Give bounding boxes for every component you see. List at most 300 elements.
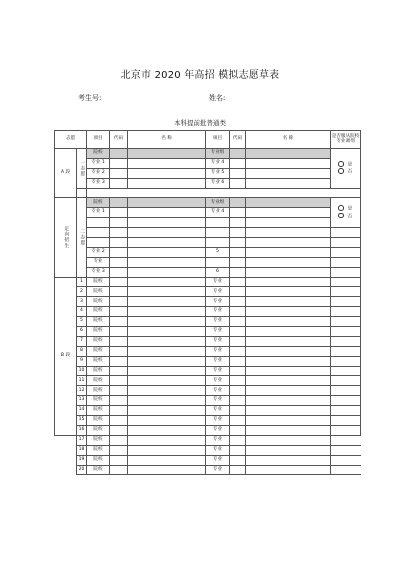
- major-cell: 专业 6: [206, 178, 230, 188]
- name-cell[interactable]: [246, 228, 331, 238]
- code-cell[interactable]: [230, 346, 246, 356]
- code-cell[interactable]: [230, 228, 246, 238]
- adjust-no-option[interactable]: [331, 213, 360, 220]
- name-label: 姓名:: [209, 94, 226, 102]
- code-cell[interactable]: [110, 218, 128, 228]
- header-code-2: 代码: [230, 131, 246, 149]
- name-cell[interactable]: [128, 208, 206, 218]
- code-cell[interactable]: [230, 178, 246, 188]
- major-cell: 专业: [206, 465, 230, 475]
- table-row: [55, 297, 361, 307]
- code-cell[interactable]: [230, 376, 246, 386]
- school-cell: 院校: [87, 406, 110, 416]
- name-cell[interactable]: [128, 366, 206, 376]
- code-cell[interactable]: [230, 465, 246, 475]
- school-cell: 院校: [87, 425, 110, 435]
- table-row: [55, 465, 361, 475]
- code-cell[interactable]: [110, 336, 128, 346]
- name-cell[interactable]: [246, 396, 331, 406]
- name-cell[interactable]: [246, 158, 331, 168]
- header-code: 代码: [110, 131, 128, 149]
- code-cell[interactable]: [110, 366, 128, 376]
- major-cell: 专业: [206, 406, 230, 416]
- row-number: 16: [77, 425, 87, 435]
- major-cell: 专业: [206, 356, 230, 366]
- major-cell: 专业 4: [206, 158, 230, 168]
- table-row: [55, 356, 361, 366]
- school-cell: 院校: [87, 416, 110, 426]
- name-cell[interactable]: [246, 168, 331, 178]
- code-cell[interactable]: [230, 238, 246, 248]
- adjust-cell[interactable]: [331, 366, 361, 376]
- table-row: [55, 455, 361, 465]
- name-cell[interactable]: [128, 307, 206, 317]
- radio-icon: [338, 213, 344, 219]
- table-row: [55, 366, 361, 376]
- section-direct-label: 定向招生: [55, 198, 77, 277]
- empty-cell: [87, 218, 110, 228]
- table-row: [55, 238, 361, 248]
- school-cell: 院校: [87, 317, 110, 327]
- name-cell[interactable]: [246, 356, 331, 366]
- volunteer-form-table: [54, 130, 361, 475]
- adjust-cell[interactable]: [331, 346, 361, 356]
- adjust-cell[interactable]: [331, 317, 361, 327]
- name-cell[interactable]: [246, 317, 331, 327]
- code-cell[interactable]: [110, 158, 128, 168]
- table-row: [55, 307, 361, 317]
- code-cell[interactable]: [230, 267, 246, 277]
- name-cell[interactable]: [246, 386, 331, 396]
- name-cell[interactable]: [128, 228, 206, 238]
- empty-cell: [55, 455, 77, 465]
- adjust-cell[interactable]: [331, 356, 361, 366]
- adjust-cell[interactable]: [331, 396, 361, 406]
- adjust-cell[interactable]: [331, 406, 361, 416]
- code-cell[interactable]: [110, 386, 128, 396]
- name-cell[interactable]: [246, 238, 331, 248]
- code-cell[interactable]: [110, 277, 128, 287]
- code-cell[interactable]: [110, 435, 128, 445]
- row-number: 15: [77, 416, 87, 426]
- adjust-cell[interactable]: [331, 445, 361, 455]
- code-cell[interactable]: [230, 317, 246, 327]
- code-cell[interactable]: [230, 356, 246, 366]
- code-cell[interactable]: [110, 238, 128, 248]
- row-number: 11: [77, 376, 87, 386]
- major-cell: 专业: [206, 455, 230, 465]
- name-cell[interactable]: [128, 238, 206, 248]
- row-number: 20: [77, 465, 87, 475]
- code-cell[interactable]: [230, 307, 246, 317]
- adjust-no-label: 否: [347, 169, 353, 175]
- empty-cell: [206, 238, 230, 248]
- adjust-cell[interactable]: [331, 277, 361, 287]
- major-cell: 专业: [206, 307, 230, 317]
- row-number: 7: [77, 336, 87, 346]
- code-cell[interactable]: [110, 425, 128, 435]
- table-row: [55, 149, 361, 159]
- major-cell: 专业: [206, 425, 230, 435]
- major-cell: 专业: [206, 366, 230, 376]
- name-cell[interactable]: [128, 336, 206, 346]
- code-cell[interactable]: [110, 168, 128, 178]
- name-cell[interactable]: [246, 178, 331, 188]
- empty-cell: [87, 228, 110, 238]
- school-cell: 院校: [87, 198, 110, 208]
- name-cell[interactable]: [246, 376, 331, 386]
- code-cell[interactable]: [230, 277, 246, 287]
- code-cell[interactable]: [110, 267, 128, 277]
- empty-cell: [331, 228, 361, 238]
- name-cell[interactable]: [246, 455, 331, 465]
- school-cell: 院校: [87, 149, 110, 159]
- table-row: [55, 406, 361, 416]
- empty-cell: [331, 238, 361, 248]
- code-cell[interactable]: [110, 257, 128, 267]
- code-cell[interactable]: [230, 247, 246, 257]
- name-cell[interactable]: [246, 346, 331, 356]
- major-cell: 专业: [206, 277, 230, 287]
- name-cell[interactable]: [246, 465, 331, 475]
- code-cell[interactable]: [230, 445, 246, 455]
- name-cell[interactable]: [128, 218, 206, 228]
- table-row: [55, 416, 361, 426]
- school-cell: 院校: [87, 366, 110, 376]
- major-cell: 专业: [206, 376, 230, 386]
- name-cell[interactable]: [246, 307, 331, 317]
- school-cell: 院校: [87, 445, 110, 455]
- adjust-cell[interactable]: [331, 297, 361, 307]
- table-row: [55, 218, 361, 228]
- code-cell[interactable]: [230, 287, 246, 297]
- row-number: 17: [77, 435, 87, 445]
- code-cell[interactable]: [110, 178, 128, 188]
- major-cell: 专业: [206, 346, 230, 356]
- major-cell: 专业: [206, 386, 230, 396]
- major-cell: 专业: [206, 416, 230, 426]
- table-row: [55, 208, 361, 218]
- code-cell[interactable]: [230, 435, 246, 445]
- code-cell[interactable]: [110, 307, 128, 317]
- name-cell[interactable]: [128, 396, 206, 406]
- section-a-second-label: 二志愿: [77, 198, 87, 277]
- major-cell: 专业 1: [87, 208, 110, 218]
- school-cell: 院校: [87, 455, 110, 465]
- empty-cell: [55, 465, 77, 475]
- name-cell[interactable]: [128, 425, 206, 435]
- adjust-cell[interactable]: [331, 327, 361, 337]
- adjust-cell: [331, 198, 361, 228]
- name-cell[interactable]: [128, 346, 206, 356]
- row-number: 10: [77, 366, 87, 376]
- row-number: 9: [77, 356, 87, 366]
- code-cell[interactable]: [110, 208, 128, 218]
- header-order: 志愿: [55, 131, 87, 149]
- name-cell[interactable]: [128, 168, 206, 178]
- row-number: 12: [77, 386, 87, 396]
- adjust-cell[interactable]: [331, 465, 361, 475]
- code-cell[interactable]: [110, 149, 128, 159]
- table-row: [55, 336, 361, 346]
- name-cell[interactable]: [128, 317, 206, 327]
- code-cell[interactable]: [110, 416, 128, 426]
- name-cell[interactable]: [128, 445, 206, 455]
- major-cell: 专业: [206, 396, 230, 406]
- table-row: [55, 188, 361, 198]
- code-cell[interactable]: [110, 396, 128, 406]
- table-row: [55, 247, 361, 257]
- row-number: 13: [77, 396, 87, 406]
- empty-cell: [77, 188, 87, 198]
- code-cell[interactable]: [110, 228, 128, 238]
- adjust-cell[interactable]: [331, 425, 361, 435]
- row-number: 6: [77, 327, 87, 337]
- school-cell: 院校: [87, 376, 110, 386]
- code-cell[interactable]: [110, 465, 128, 475]
- name-cell[interactable]: [246, 247, 331, 257]
- school-cell: 院校: [87, 435, 110, 445]
- name-cell[interactable]: [246, 267, 331, 277]
- school-cell: 院校: [87, 287, 110, 297]
- name-cell[interactable]: [128, 149, 206, 159]
- name-cell[interactable]: [128, 356, 206, 366]
- empty-cell: [55, 435, 77, 445]
- school-cell: 院校: [87, 356, 110, 366]
- empty-cell: [206, 218, 230, 228]
- code-cell[interactable]: [230, 297, 246, 307]
- code-cell[interactable]: [110, 297, 128, 307]
- table-row: [55, 327, 361, 337]
- empty-cell: [331, 257, 361, 267]
- code-cell[interactable]: [110, 445, 128, 455]
- code-cell[interactable]: [230, 208, 246, 218]
- school-cell: 院校: [87, 346, 110, 356]
- code-cell[interactable]: [230, 425, 246, 435]
- code-cell[interactable]: [110, 455, 128, 465]
- empty-cell: [87, 238, 110, 248]
- name-cell[interactable]: [246, 257, 331, 267]
- name-cell[interactable]: [128, 406, 206, 416]
- code-cell[interactable]: [230, 455, 246, 465]
- name-cell[interactable]: [128, 247, 206, 257]
- code-cell[interactable]: [230, 198, 246, 208]
- code-cell[interactable]: [230, 257, 246, 267]
- page-title: 北京市 2020 年高招 模拟志愿草表: [120, 70, 280, 81]
- row-number: 19: [77, 455, 87, 465]
- name-cell[interactable]: [246, 297, 331, 307]
- name-cell[interactable]: [246, 366, 331, 376]
- name-cell[interactable]: [128, 297, 206, 307]
- group-cell: 专业组: [206, 198, 230, 208]
- code-cell[interactable]: [230, 168, 246, 178]
- row-number: 1: [77, 277, 87, 287]
- code-cell[interactable]: [110, 376, 128, 386]
- school-cell: 院校: [87, 465, 110, 475]
- name-cell[interactable]: [128, 267, 206, 277]
- table-row: [55, 346, 361, 356]
- adjust-cell[interactable]: [331, 336, 361, 346]
- empty-cell: [55, 445, 77, 455]
- radio-icon: [338, 168, 344, 174]
- name-cell[interactable]: [128, 198, 206, 208]
- row-number: 4: [77, 307, 87, 317]
- name-cell[interactable]: [246, 416, 331, 426]
- table-row: [55, 277, 361, 287]
- name-cell[interactable]: [128, 277, 206, 287]
- name-cell[interactable]: [246, 208, 331, 218]
- row-number: 5: [77, 317, 87, 327]
- header-row: [55, 131, 361, 149]
- table-row: [55, 425, 361, 435]
- row-number: 3: [77, 297, 87, 307]
- major-cell: 专业 2: [87, 247, 110, 257]
- spacer-cell: [87, 188, 361, 198]
- name-cell[interactable]: [128, 158, 206, 168]
- code-cell[interactable]: [230, 149, 246, 159]
- school-cell: 院校: [87, 327, 110, 337]
- name-cell[interactable]: [246, 218, 331, 228]
- name-cell[interactable]: [128, 376, 206, 386]
- name-cell[interactable]: [128, 287, 206, 297]
- school-cell: 院校: [87, 396, 110, 406]
- code-cell[interactable]: [230, 416, 246, 426]
- adjust-yes-option[interactable]: [331, 161, 360, 168]
- name-cell[interactable]: [128, 455, 206, 465]
- adjust-yes-label: 是: [347, 206, 353, 212]
- table-row: [55, 158, 361, 168]
- major-cell: 专业: [206, 336, 230, 346]
- major-cell: 专业 1: [87, 158, 110, 168]
- code-cell[interactable]: [230, 218, 246, 228]
- name-cell[interactable]: [246, 198, 331, 208]
- name-cell[interactable]: [128, 416, 206, 426]
- code-cell[interactable]: [110, 356, 128, 366]
- code-cell[interactable]: [230, 386, 246, 396]
- adjust-cell[interactable]: [331, 386, 361, 396]
- b-section: [55, 277, 361, 475]
- table-row: [55, 376, 361, 386]
- code-cell[interactable]: [230, 327, 246, 337]
- adjust-no-label: 否: [347, 214, 353, 220]
- row-number: 18: [77, 445, 87, 455]
- major-cell: 专业: [206, 435, 230, 445]
- name-cell[interactable]: [246, 445, 331, 455]
- table-row: [55, 168, 361, 178]
- code-cell[interactable]: [110, 327, 128, 337]
- school-cell: 院校: [87, 386, 110, 396]
- table-row: [55, 267, 361, 277]
- school-cell: 院校: [87, 277, 110, 287]
- name-cell[interactable]: [246, 425, 331, 435]
- name-cell[interactable]: [128, 178, 206, 188]
- major-cell: 专业 3: [87, 267, 110, 277]
- adjust-yes-label: 是: [347, 162, 353, 168]
- table-row: [55, 445, 361, 455]
- adjust-cell[interactable]: [331, 307, 361, 317]
- header-name-2: 名 称: [246, 131, 331, 149]
- code-cell[interactable]: [230, 366, 246, 376]
- major-cell: 专业: [206, 287, 230, 297]
- section-a-first-label: 一志愿: [77, 149, 87, 189]
- header-name: 名 称: [128, 131, 206, 149]
- code-cell[interactable]: [230, 396, 246, 406]
- batch-title: 本科提前批普通类: [174, 119, 226, 127]
- header-item: 项目: [87, 131, 110, 149]
- name-cell[interactable]: [128, 435, 206, 445]
- code-cell[interactable]: [110, 406, 128, 416]
- adjust-cell[interactable]: [331, 455, 361, 465]
- name-cell[interactable]: [246, 406, 331, 416]
- code-cell[interactable]: [110, 287, 128, 297]
- adjust-cell[interactable]: [331, 435, 361, 445]
- name-cell[interactable]: [246, 277, 331, 287]
- major-cell: 5: [206, 247, 230, 257]
- header-item-2: 项目: [206, 131, 230, 149]
- code-cell[interactable]: [230, 406, 246, 416]
- table-row: [55, 228, 361, 238]
- group-cell: 专业组: [206, 149, 230, 159]
- major-cell: 专业: [87, 257, 110, 267]
- table-row: [55, 396, 361, 406]
- major-cell: 6: [206, 267, 230, 277]
- code-cell[interactable]: [110, 317, 128, 327]
- code-cell[interactable]: [230, 158, 246, 168]
- school-cell: 院校: [87, 307, 110, 317]
- adjust-cell: [331, 149, 361, 189]
- adjust-yes-option[interactable]: [331, 205, 360, 212]
- adjust-cell[interactable]: [331, 287, 361, 297]
- section-a-label: A 段: [55, 149, 77, 198]
- school-cell: 院校: [87, 336, 110, 346]
- table-row: [55, 386, 361, 396]
- code-cell[interactable]: [110, 346, 128, 356]
- major-cell: 专业 2: [87, 168, 110, 178]
- name-cell[interactable]: [246, 287, 331, 297]
- major-cell: 专业 5: [206, 168, 230, 178]
- empty-cell: [331, 247, 361, 257]
- name-cell[interactable]: [246, 149, 331, 159]
- name-cell[interactable]: [246, 327, 331, 337]
- section-b-label: B 段: [55, 277, 77, 435]
- adjust-cell[interactable]: [331, 416, 361, 426]
- table-row: [55, 435, 361, 445]
- table-row: [55, 257, 361, 267]
- name-cell[interactable]: [246, 435, 331, 445]
- major-cell: 专业: [206, 317, 230, 327]
- radio-icon: [338, 205, 344, 211]
- adjust-no-option[interactable]: [331, 168, 360, 175]
- code-cell[interactable]: [110, 247, 128, 257]
- name-cell[interactable]: [246, 336, 331, 346]
- code-cell[interactable]: [110, 198, 128, 208]
- table-row: [55, 178, 361, 188]
- major-cell: 专业: [206, 297, 230, 307]
- row-number: 8: [77, 346, 87, 356]
- code-cell[interactable]: [230, 336, 246, 346]
- name-cell[interactable]: [128, 386, 206, 396]
- adjust-cell[interactable]: [331, 376, 361, 386]
- empty-cell: [331, 267, 361, 277]
- name-cell[interactable]: [128, 257, 206, 267]
- major-cell: 专业: [206, 327, 230, 337]
- name-cell[interactable]: [128, 327, 206, 337]
- row-number: 14: [77, 406, 87, 416]
- name-cell[interactable]: [128, 465, 206, 475]
- table-row: [55, 287, 361, 297]
- school-cell: 院校: [87, 297, 110, 307]
- major-cell: 专业 3: [87, 178, 110, 188]
